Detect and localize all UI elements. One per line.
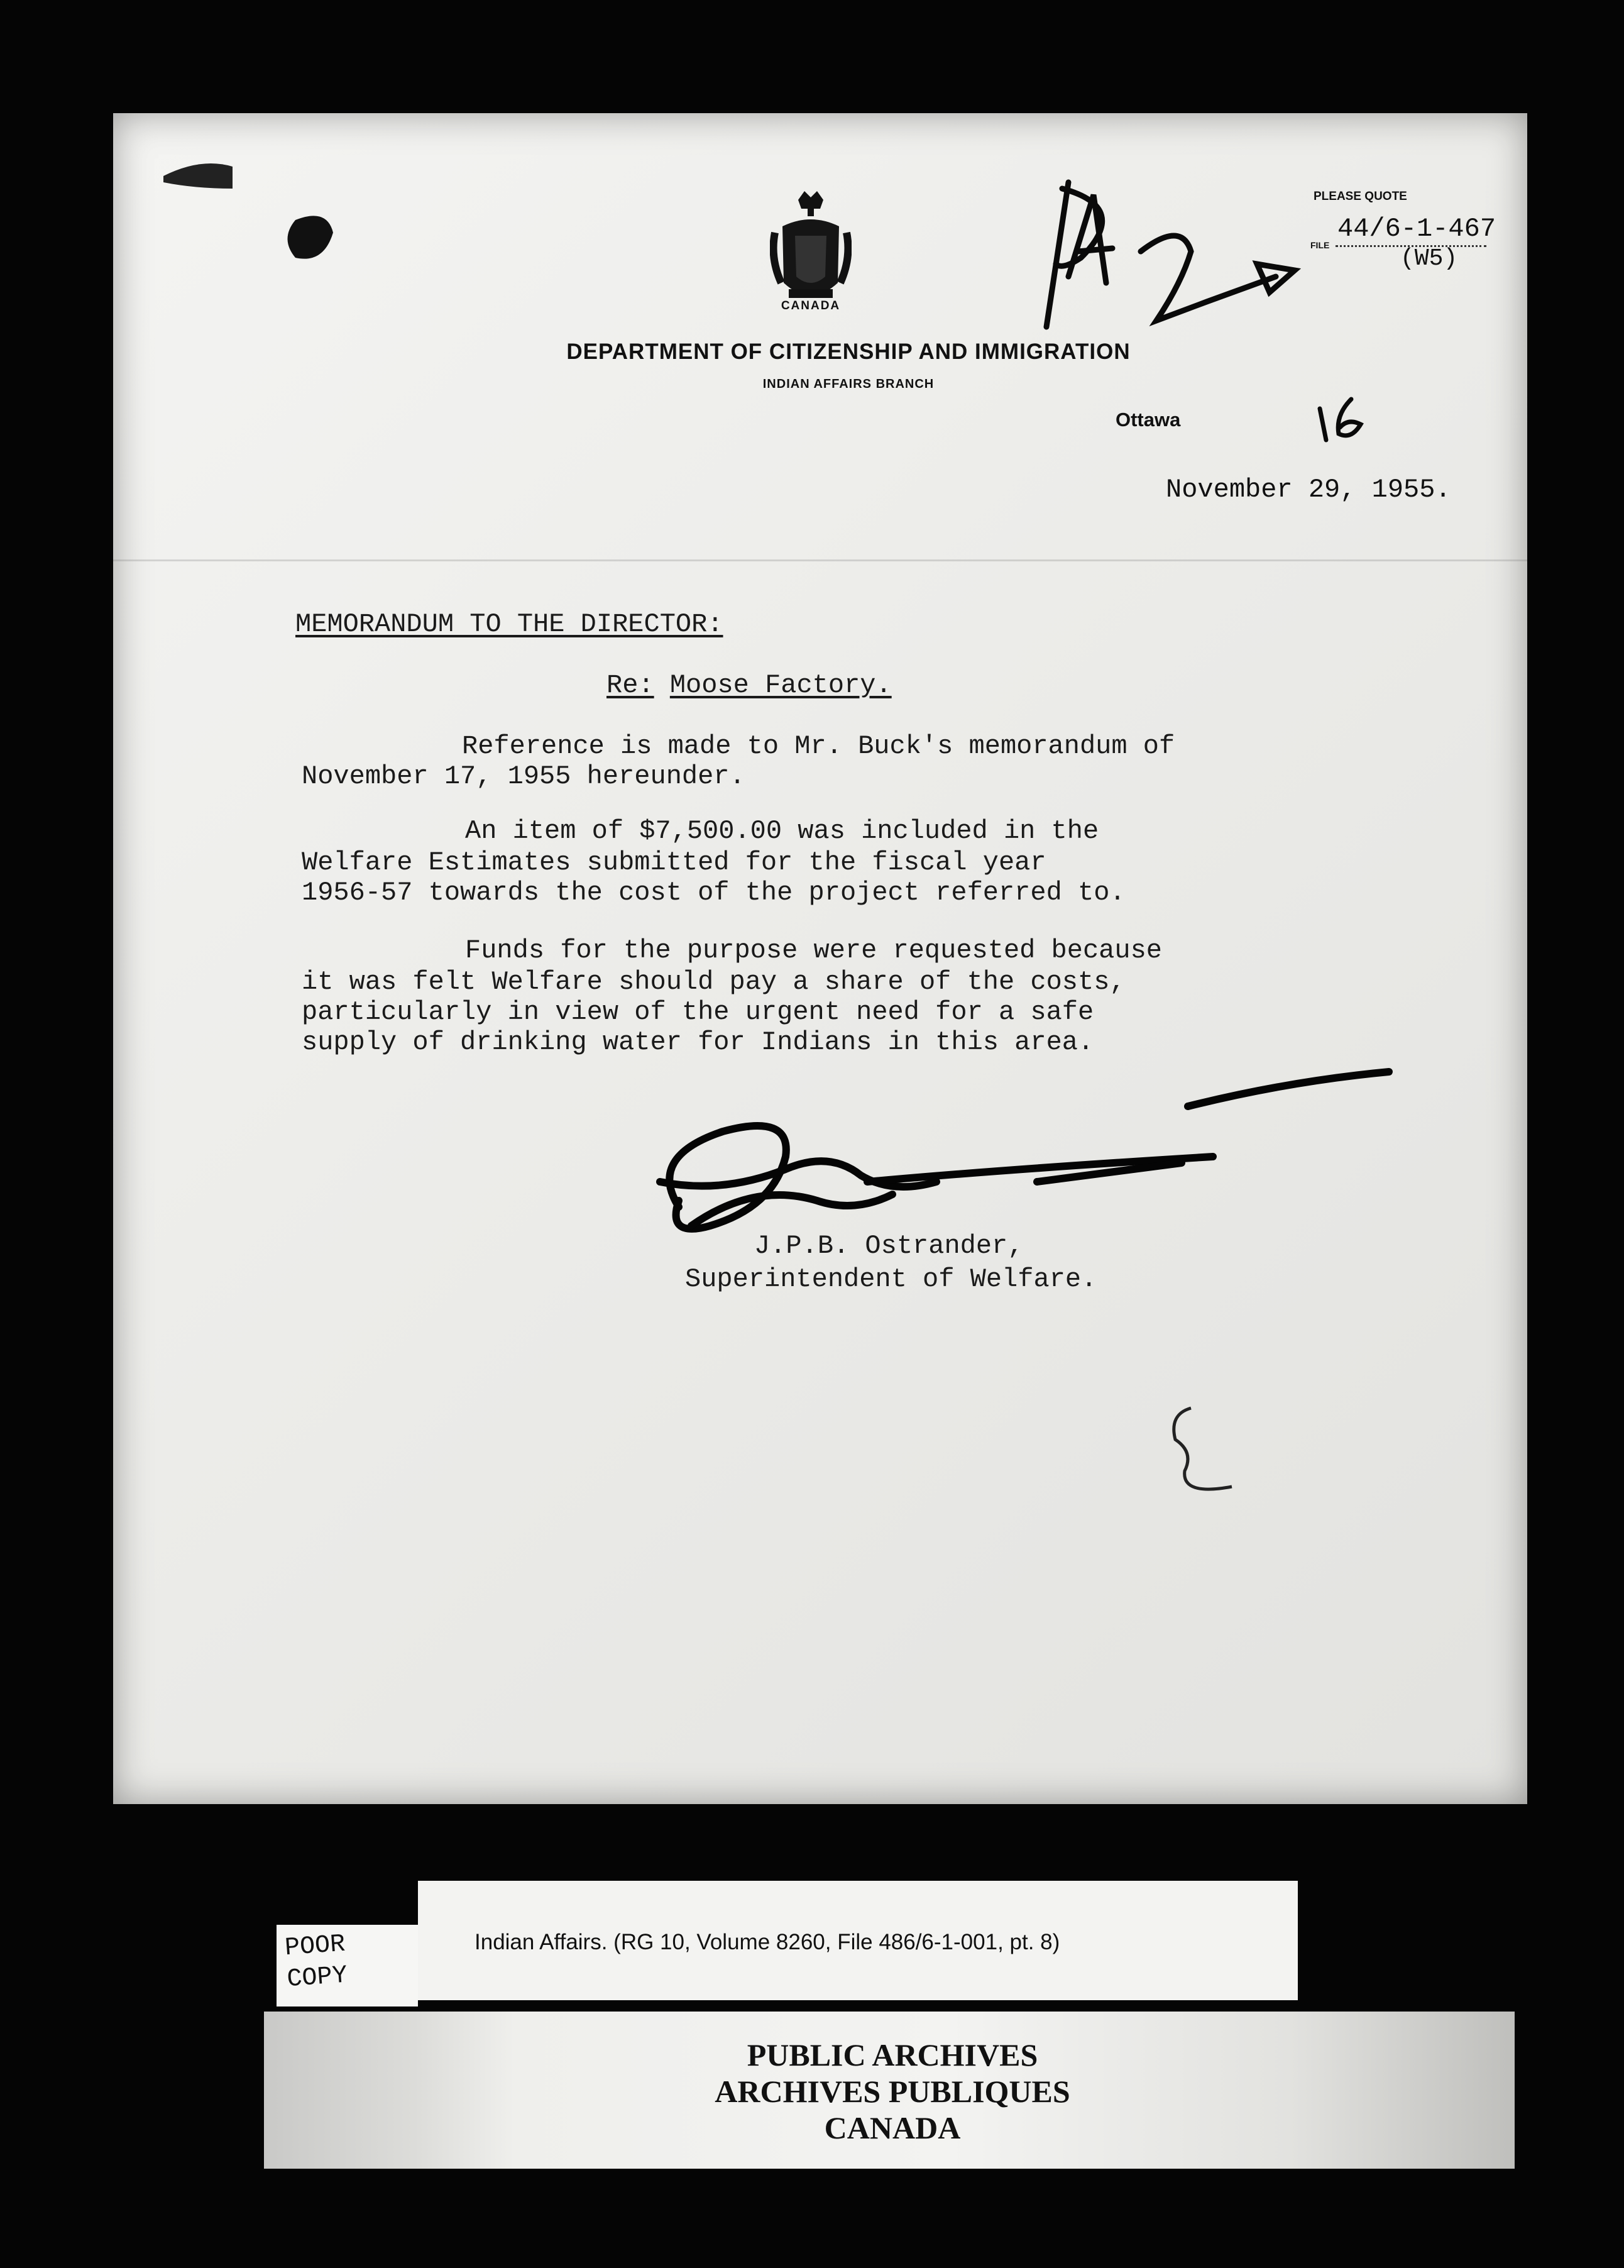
para1-line2: November 17, 1955 hereunder. [302, 761, 745, 791]
re-line [606, 669, 892, 701]
poor-copy-line2: COPY [286, 1961, 349, 1995]
para2-line2: Welfare Estimates submitted for the fiscal year [302, 847, 1046, 878]
para3-line3: particularly in view of the urgent need for a safe [302, 997, 1094, 1027]
file-label: FILE [1310, 240, 1330, 250]
page-fold-line [113, 559, 1527, 561]
branch-name: INDIAN AFFAIRS BRANCH [762, 377, 935, 391]
para2-line1: An item of $7,500.00 was included in the [465, 816, 1099, 846]
archives-line3: CANADA [824, 2110, 961, 2145]
memo-date: November 29, 1955. [1166, 475, 1451, 505]
para3-line2: it was felt Welfare should pay a share of the costs, [302, 967, 1126, 997]
poor-copy-text [284, 1929, 349, 1996]
para3-line4: supply of drinking water for Indians in this area. [302, 1027, 1094, 1057]
archive-reference-text: Indian Affairs. (RG 10, Volume 8260, File 486/6-1-001, pt. 8) [475, 1930, 1060, 1954]
memo-heading: MEMORANDUM TO THE DIRECTOR: [295, 609, 723, 639]
signatory-name: J.P.B. Ostrander, [754, 1231, 1024, 1261]
signatory-title: Superintendent of Welfare. [685, 1264, 1097, 1294]
para3-line1: Funds for the purpose were requested because [465, 935, 1162, 966]
please-quote-label: PLEASE QUOTE [1314, 190, 1407, 203]
poor-copy-line1: POOR [283, 1930, 346, 1963]
re-subject: Moose Factory. [669, 670, 892, 700]
para1-line1: Reference is made to Mr. Buck's memorandum of [462, 731, 1175, 761]
department-name: DEPARTMENT OF CITIZENSHIP AND IMMIGRATION [566, 339, 1131, 364]
file-subnumber: (W5) [1400, 245, 1458, 272]
file-number: 44/6-1-467 [1337, 214, 1496, 244]
re-label: Re: [606, 670, 654, 700]
crest-caption: CANADA [781, 299, 841, 312]
city-label: Ottawa [1116, 409, 1181, 431]
para2-line3: 1956-57 towards the cost of the project referred to. [302, 878, 1126, 908]
canada-coat-of-arms-icon [770, 189, 852, 314]
public-archives-text [566, 2037, 1219, 2146]
archives-line1: PUBLIC ARCHIVES [747, 2037, 1038, 2073]
archives-line2: ARCHIVES PUBLIQUES [715, 2074, 1070, 2109]
